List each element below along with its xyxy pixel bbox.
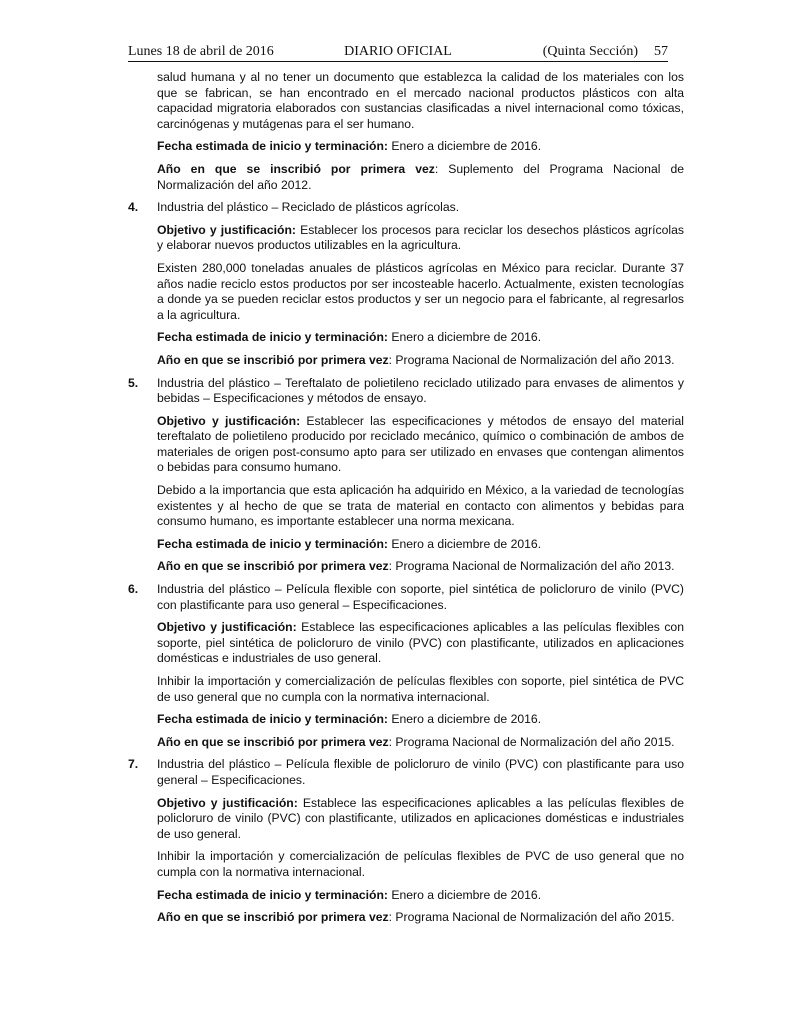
- items-list: [128, 200, 684, 926]
- item-number: 4.: [128, 200, 139, 215]
- fecha-value: Enero a diciembre de 2016.: [387, 887, 542, 902]
- header-date: Lunes 18 de abril de 2016: [128, 44, 274, 59]
- page-header: [128, 43, 668, 61]
- item-title: Industria del plástico – Película flexible con soporte, piel sintética de policloruro de vinilo (PVC) con plastificante para uso general – Especificaciones.: [157, 582, 684, 612]
- anio-value: : Programa Nacional de Normalización del año 2015.: [388, 734, 675, 749]
- fecha-value: Enero a diciembre de 2016.: [387, 712, 542, 727]
- page-number: 57: [654, 44, 668, 59]
- anio-label: Año en que se inscribió por primera vez: [157, 161, 435, 176]
- item-title: Industria del plástico – Reciclado de plásticos agrícolas.: [157, 200, 460, 215]
- item-title: Industria del plástico – Película flexible de policloruro de vinilo (PVC) con plastificante para uso general – Especificaciones.: [157, 757, 684, 787]
- objetivo-text: Establece las especificaciones aplicables a las películas flexibles con soporte, piel sintética de policloruro de vinilo (PVC) con plastificante, utilizados en aplicaciones domésticas e industriales de uso general.: [157, 620, 684, 666]
- anio-value: : Suplemento del Programa Nacional de Normalización del año 2012.: [157, 161, 684, 192]
- extra-paragraph: Debido a la importancia que esta aplicación ha adquirido en México, a la variedad de tecnologías existentes y al hecho de que se trata de material en contacto con alimentos y bebidas para consumo humano, es importante establecer una norma mexicana.: [157, 483, 684, 529]
- extra-paragraph: Inhibir la importación y comercialización de películas flexibles de PVC de uso general que no cumpla con la normativa internacional.: [157, 849, 684, 879]
- header-section: (Quinta Sección): [542, 44, 638, 59]
- objetivo-label: Objetivo y justificación:: [157, 620, 297, 635]
- fecha-value: Enero a diciembre de 2016.: [387, 536, 542, 551]
- fecha-label: Fecha estimada de inicio y terminación:: [157, 712, 388, 727]
- anio-label: Año en que se inscribió por primera vez: [157, 734, 389, 749]
- item-number: 7.: [128, 757, 139, 772]
- continuation-paragraph: salud humana y al no tener un documento que establezca la calidad de los materiales con los que se fabrican, se han encontrado en el mercado nacional productos plásticos con alta capacidad migratoria elaborados con sustancias clasificadas a nivel internacional como tóxicas, carcinógenas y mutágenas para el ser humano.: [157, 70, 684, 131]
- header-title: DIARIO OFICIAL: [344, 44, 452, 59]
- list-item: [128, 582, 684, 750]
- header-rule: [128, 61, 668, 62]
- fecha-paragraph: [157, 139, 684, 155]
- fecha-value: Enero a diciembre de 2016.: [387, 139, 542, 154]
- list-item: [128, 376, 684, 576]
- objetivo-text: Establece las especificaciones aplicables a las películas flexibles de policloruro de vinilo (PVC) con plastificante, utilizados en aplicaciones domésticas e industriales de uso general.: [157, 795, 684, 841]
- header-section-page: [543, 43, 668, 61]
- anio-paragraph: [157, 735, 684, 751]
- fecha-paragraph: [157, 330, 684, 346]
- item-number: 5.: [128, 375, 139, 390]
- item-number: 6.: [128, 582, 139, 597]
- objetivo-text: Establecer las especificaciones y métodos de ensayo del material tereftalato de polietileno producido por reciclado mecánico, químico o combinación de ambos de materiales de origen post-consumo apto para ser utilizado en envases que contengan alimentos o bebidas para consumo humano.: [157, 413, 684, 475]
- intro-block: [157, 70, 684, 193]
- fecha-label: Fecha estimada de inicio y terminación:: [157, 330, 388, 345]
- anio-value: : Programa Nacional de Normalización del año 2013.: [388, 559, 675, 574]
- anio-label: Año en que se inscribió por primera vez: [157, 352, 389, 367]
- anio-paragraph: [157, 559, 684, 575]
- document-body: [128, 70, 684, 933]
- item-title: Industria del plástico – Tereftalato de polietileno reciclado utilizado para envases de alimentos y bebidas – Especificaciones y métodos de ensayo.: [157, 375, 684, 406]
- fecha-label: Fecha estimada de inicio y terminación:: [157, 536, 388, 551]
- anio-paragraph: [157, 162, 684, 193]
- objetivo-label: Objetivo y justificación:: [157, 413, 301, 428]
- anio-value: : Programa Nacional de Normalización del año 2015.: [388, 910, 675, 925]
- extra-paragraph: Existen 280,000 toneladas anuales de plásticos agrícolas en México para reciclar. Durante 37 años nadie reciclo estos productos por ser incosteable hacerlo. Actualmente, existen tecnologías a donde ya se pueden reciclar estos productos y ser un negocio para el fabricante, al regresarlos a la agricultura.: [157, 260, 684, 322]
- objetivo-paragraph: [157, 620, 684, 667]
- objetivo-label: Objetivo y justificación:: [157, 795, 298, 810]
- fecha-label: Fecha estimada de inicio y terminación:: [157, 887, 388, 902]
- anio-paragraph: [157, 353, 684, 369]
- objetivo-paragraph: [157, 414, 684, 476]
- fecha-label: Fecha estimada de inicio y terminación:: [157, 139, 388, 154]
- list-item: [128, 757, 684, 925]
- fecha-paragraph: [157, 712, 684, 728]
- fecha-value: Enero a diciembre de 2016.: [387, 330, 542, 345]
- objetivo-label: Objetivo y justificación:: [157, 222, 296, 237]
- objetivo-paragraph: [157, 796, 684, 843]
- anio-paragraph: [157, 910, 684, 926]
- extra-paragraph: Inhibir la importación y comercialización de películas flexibles con soporte, piel sintética de PVC de uso general que no cumpla con la normativa internacional.: [157, 674, 684, 704]
- anio-value: : Programa Nacional de Normalización del año 2013.: [388, 352, 675, 367]
- objetivo-text: Establecer los procesos para reciclar los desechos plásticos agrícolas y elaborar nuevos productos utilizables en la agricultura.: [157, 222, 684, 253]
- fecha-paragraph: [157, 537, 684, 553]
- anio-label: Año en que se inscribió por primera vez: [157, 559, 389, 574]
- anio-label: Año en que se inscribió por primera vez: [157, 910, 389, 925]
- list-item: [128, 200, 684, 368]
- fecha-paragraph: [157, 888, 684, 904]
- objetivo-paragraph: [157, 223, 684, 254]
